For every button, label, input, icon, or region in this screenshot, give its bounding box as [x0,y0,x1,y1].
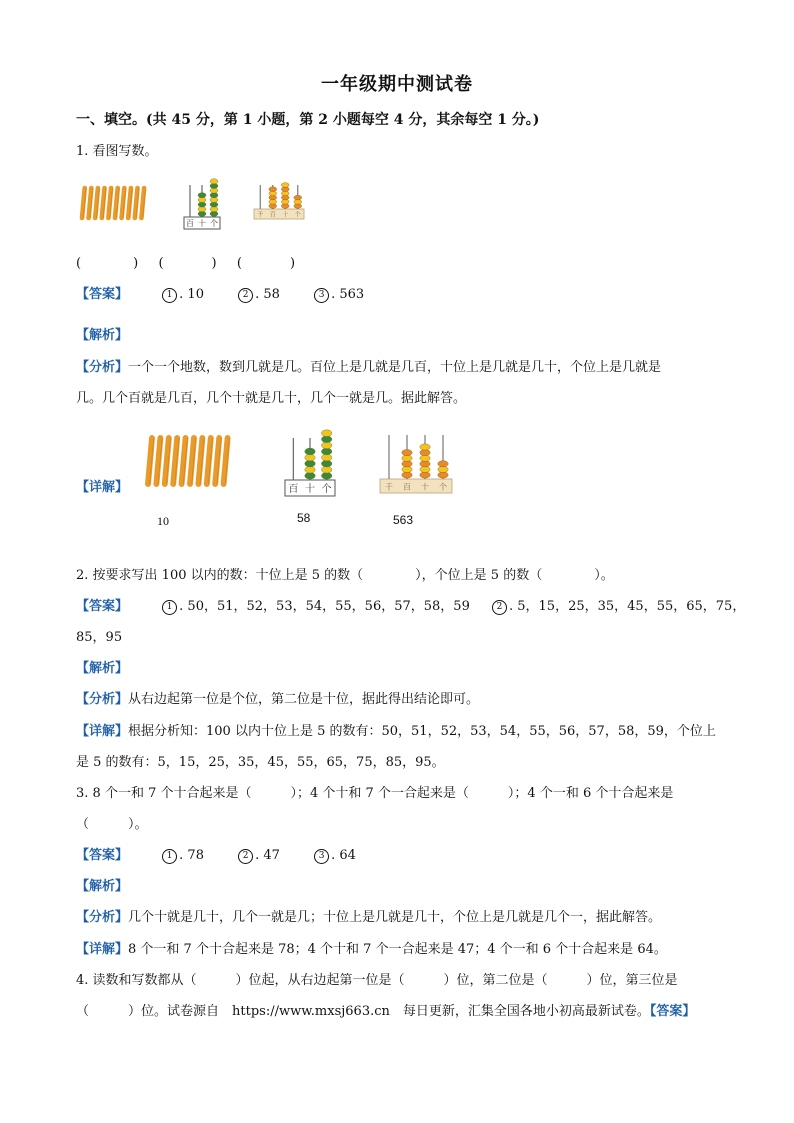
abacus-bead [321,472,332,479]
abacus-bead [281,187,289,192]
circled-2: 2 [238,288,253,303]
answer-value: 5，15，25，35，45，55，65，75， [517,599,746,614]
stick [128,188,131,218]
abacus-bead [321,448,332,455]
abacus-bead [198,202,206,207]
abacus-bead [210,179,218,184]
blank-open: ( [236,256,242,271]
abacus-bead [269,199,277,204]
abacus-image-large-3 [379,433,453,493]
abacus-bead [420,466,430,472]
stick [95,188,98,218]
section-heading: 一、填空。(共 45 分，第 1 小题，第 2 小题每空 4 分，其余每空 1 分。) [76,112,540,128]
q1-answer: 【答案】 1 . 10 2 . 58 3 . 563 [76,287,365,302]
abacus-label: 千 [385,482,393,492]
abacus-label: 百 [186,219,194,228]
abacus-bead [281,183,289,188]
blank-open: ( [158,256,164,271]
abacus-bead [438,461,448,467]
stick [135,188,138,218]
abacus-bead [420,472,430,478]
xiangjie-tag: 【详解】 [76,724,129,739]
abacus-bead [402,466,412,472]
abacus-bead [210,202,218,207]
abacus-bead [305,454,316,461]
abacus-bead [321,460,332,467]
q1-fenxi-line1 [76,358,661,378]
circled-1: 1 [162,600,177,615]
abacus-image-large [284,436,336,496]
q3-prompt-line2: （ ）。 [76,817,148,832]
abacus-bead [420,455,430,461]
detail-value-58: 58 [297,511,311,525]
page-title: 一年级期中测试卷 [321,74,473,95]
abacus-bead [305,448,316,455]
abacus-bead [198,197,206,202]
answer-value: 50，51，52，53，54，55，56，57，58，59 [187,599,470,614]
q3-prompt-line1: 3. 8 个一和 7 个十合起来是（ ）；4 个十和 7 个一合起来是（ ）；4 个一和 6 个十合起来是 [76,786,674,801]
q2-answer-cont: 85，95 [76,630,123,645]
answer-value: 563 [339,287,365,302]
q4-line2-text: （ ）位。试卷源自 https://www.mxsj663.cn 每日更新，汇集全国各地小初高最新试卷。 [76,1004,650,1019]
q2-answer: 【答案】 1 . 50，51，52，53，54，55，56，57，58，59 2 . 5，15，25，35，45，55，65，75， [76,599,746,614]
abacus-bead [321,454,332,461]
q1-fenxi-line2: 几。几个百就是几百，几个十就是几十，几个一就是几。据此解答。 [76,391,467,406]
q1-blanks [76,254,295,274]
stick [122,188,125,218]
sticks-image-large [142,436,234,488]
abacus-bead [198,207,206,212]
abacus-bead [210,197,218,202]
abacus-bead [321,442,332,449]
circled-2: 2 [238,849,253,864]
q2-jiexi-tag: 【解析】 [76,661,129,676]
answer-value: 64 [339,848,356,863]
answer-tag: 【答案】 [76,599,129,614]
abacus-label: 百 [288,484,299,495]
circled-1: 1 [162,288,177,303]
answer-value: 47 [263,848,280,863]
abacus-bead [269,187,277,192]
abacus-bead [402,449,412,455]
q3-fenxi [76,908,661,928]
q4-prompt-line2 [76,1002,695,1022]
circled-1: 1 [162,849,177,864]
abacus-label: 百 [403,482,411,492]
stick [89,188,92,218]
abacus-bead [402,455,412,461]
blank-open: ( [76,256,82,271]
fenxi-text: 从右边起第一位是个位，第二位是十位，据此得出结论即可。 [128,692,480,707]
abacus-bead [420,449,430,455]
detail-text: 根据分析知：100 以内十位上是 5 的数有：50，51，52，53，54，55，56，57，58，59，个位上 [128,724,716,739]
abacus-bead [281,191,289,196]
circled-3: 3 [314,849,329,864]
abacus-image-small [183,183,221,229]
abacus-bead [210,188,218,193]
abacus-bead [294,195,302,200]
q1-prompt: 1. 看图写数。 [76,144,158,159]
abacus-bead [321,466,332,473]
abacus-bead [210,193,218,198]
detail-value-10: 10 [157,514,169,528]
blank-close: ) [211,256,217,271]
q4-prompt-line1: 4. 读数和写数都从（ ）位起，从右边起第一位是（ ）位，第二位是（ ）位，第三位是 [76,973,678,988]
q2-detail-line2: 是 5 的数有：5，15，25，35，45，55，65，75，85，95。 [76,755,445,770]
abacus-bead [281,195,289,200]
answer-tag: 【答案】 [76,287,129,302]
circled-2: 2 [492,600,507,615]
q3-answer: 【答案】 1 . 78 2 . 47 3 . 64 [76,848,356,863]
fenxi-tag: 【分析】 [76,360,129,375]
detail-text: 8 个一和 7 个十合起来是 78；4 个十和 7 个一合起来是 47；4 个一和 6 个十合起来是 64。 [128,942,667,957]
abacus-bead [305,472,316,479]
abacus-image-small-3 [253,183,305,219]
answer-value: 58 [263,287,280,302]
abacus-bead [269,204,277,209]
abacus-label: 个 [294,211,301,219]
q2-prompt [76,566,614,586]
abacus-bead [420,461,430,467]
abacus-bead [269,195,277,200]
abacus-label: 十 [421,482,429,492]
abacus-bead [402,461,412,467]
abacus-bead [210,211,218,216]
abacus-bead [321,430,332,437]
abacus-bead [281,204,289,209]
blank-close: ) [289,256,296,271]
abacus-bead [294,199,302,204]
q3-jiexi-tag: 【解析】 [76,879,129,894]
q2-detail-line1 [76,722,716,742]
q3-detail [76,940,667,960]
q2-prompt-a: 2. 按要求写出 100 以内的数：十位上是 5 的数（ [76,568,364,583]
stick [102,188,105,218]
abacus-bead [281,199,289,204]
fenxi-text: 一个一个地数，数到几就是几。百位上是几就是几百，十位上是几就是几十，个位上是几就是 [128,360,662,375]
q2-prompt-c: ）。 [594,568,614,583]
abacus-label: 十 [305,484,315,495]
abacus-label: 个 [210,219,218,228]
abacus-bead [321,436,332,443]
answer-tag: 【答案】 [76,848,129,863]
q2-fenxi [76,690,479,710]
abacus-label: 十 [282,211,289,219]
abacus-bead [420,444,430,450]
abacus-bead [438,472,448,478]
abacus-bead [210,183,218,188]
circled-3: 3 [314,288,329,303]
abacus-bead [210,207,218,212]
sticks-image-small [76,186,148,222]
abacus-label: 千 [257,211,264,219]
abacus-bead [402,472,412,478]
q2-prompt-b: ），个位上是 5 的数（ [415,568,543,583]
abacus-label: 百 [269,211,276,219]
xiangjie-tag: 【详解】 [76,942,129,957]
answer-value: 78 [187,848,204,863]
answer-tag: 【答案】 [649,1004,696,1019]
fenxi-tag: 【分析】 [76,910,129,925]
stick [82,188,85,218]
abacus-bead [269,191,277,196]
stick [141,188,144,218]
q1-jiexi-tag: 【解析】 [76,328,129,343]
answer-value: 10 [187,287,204,302]
abacus-label: 个 [321,484,332,495]
detail-value-563: 563 [393,513,414,527]
abacus-bead [198,211,206,216]
abacus-label: 十 [198,219,206,228]
q1-xiangjie-tag: 【详解】 [76,480,129,495]
abacus-bead [294,204,302,209]
fenxi-text: 几个十就是几十，几个一就是几；十位上是几就是几十，个位上是几就是几个一，据此解答。 [128,910,662,925]
abacus-bead [198,193,206,198]
fenxi-tag: 【分析】 [76,692,129,707]
stick [115,188,118,218]
stick [108,188,111,218]
abacus-bead [305,466,316,473]
abacus-bead [305,460,316,467]
abacus-bead [438,466,448,472]
abacus-label: 个 [439,482,447,492]
blank-close: ) [133,256,139,271]
